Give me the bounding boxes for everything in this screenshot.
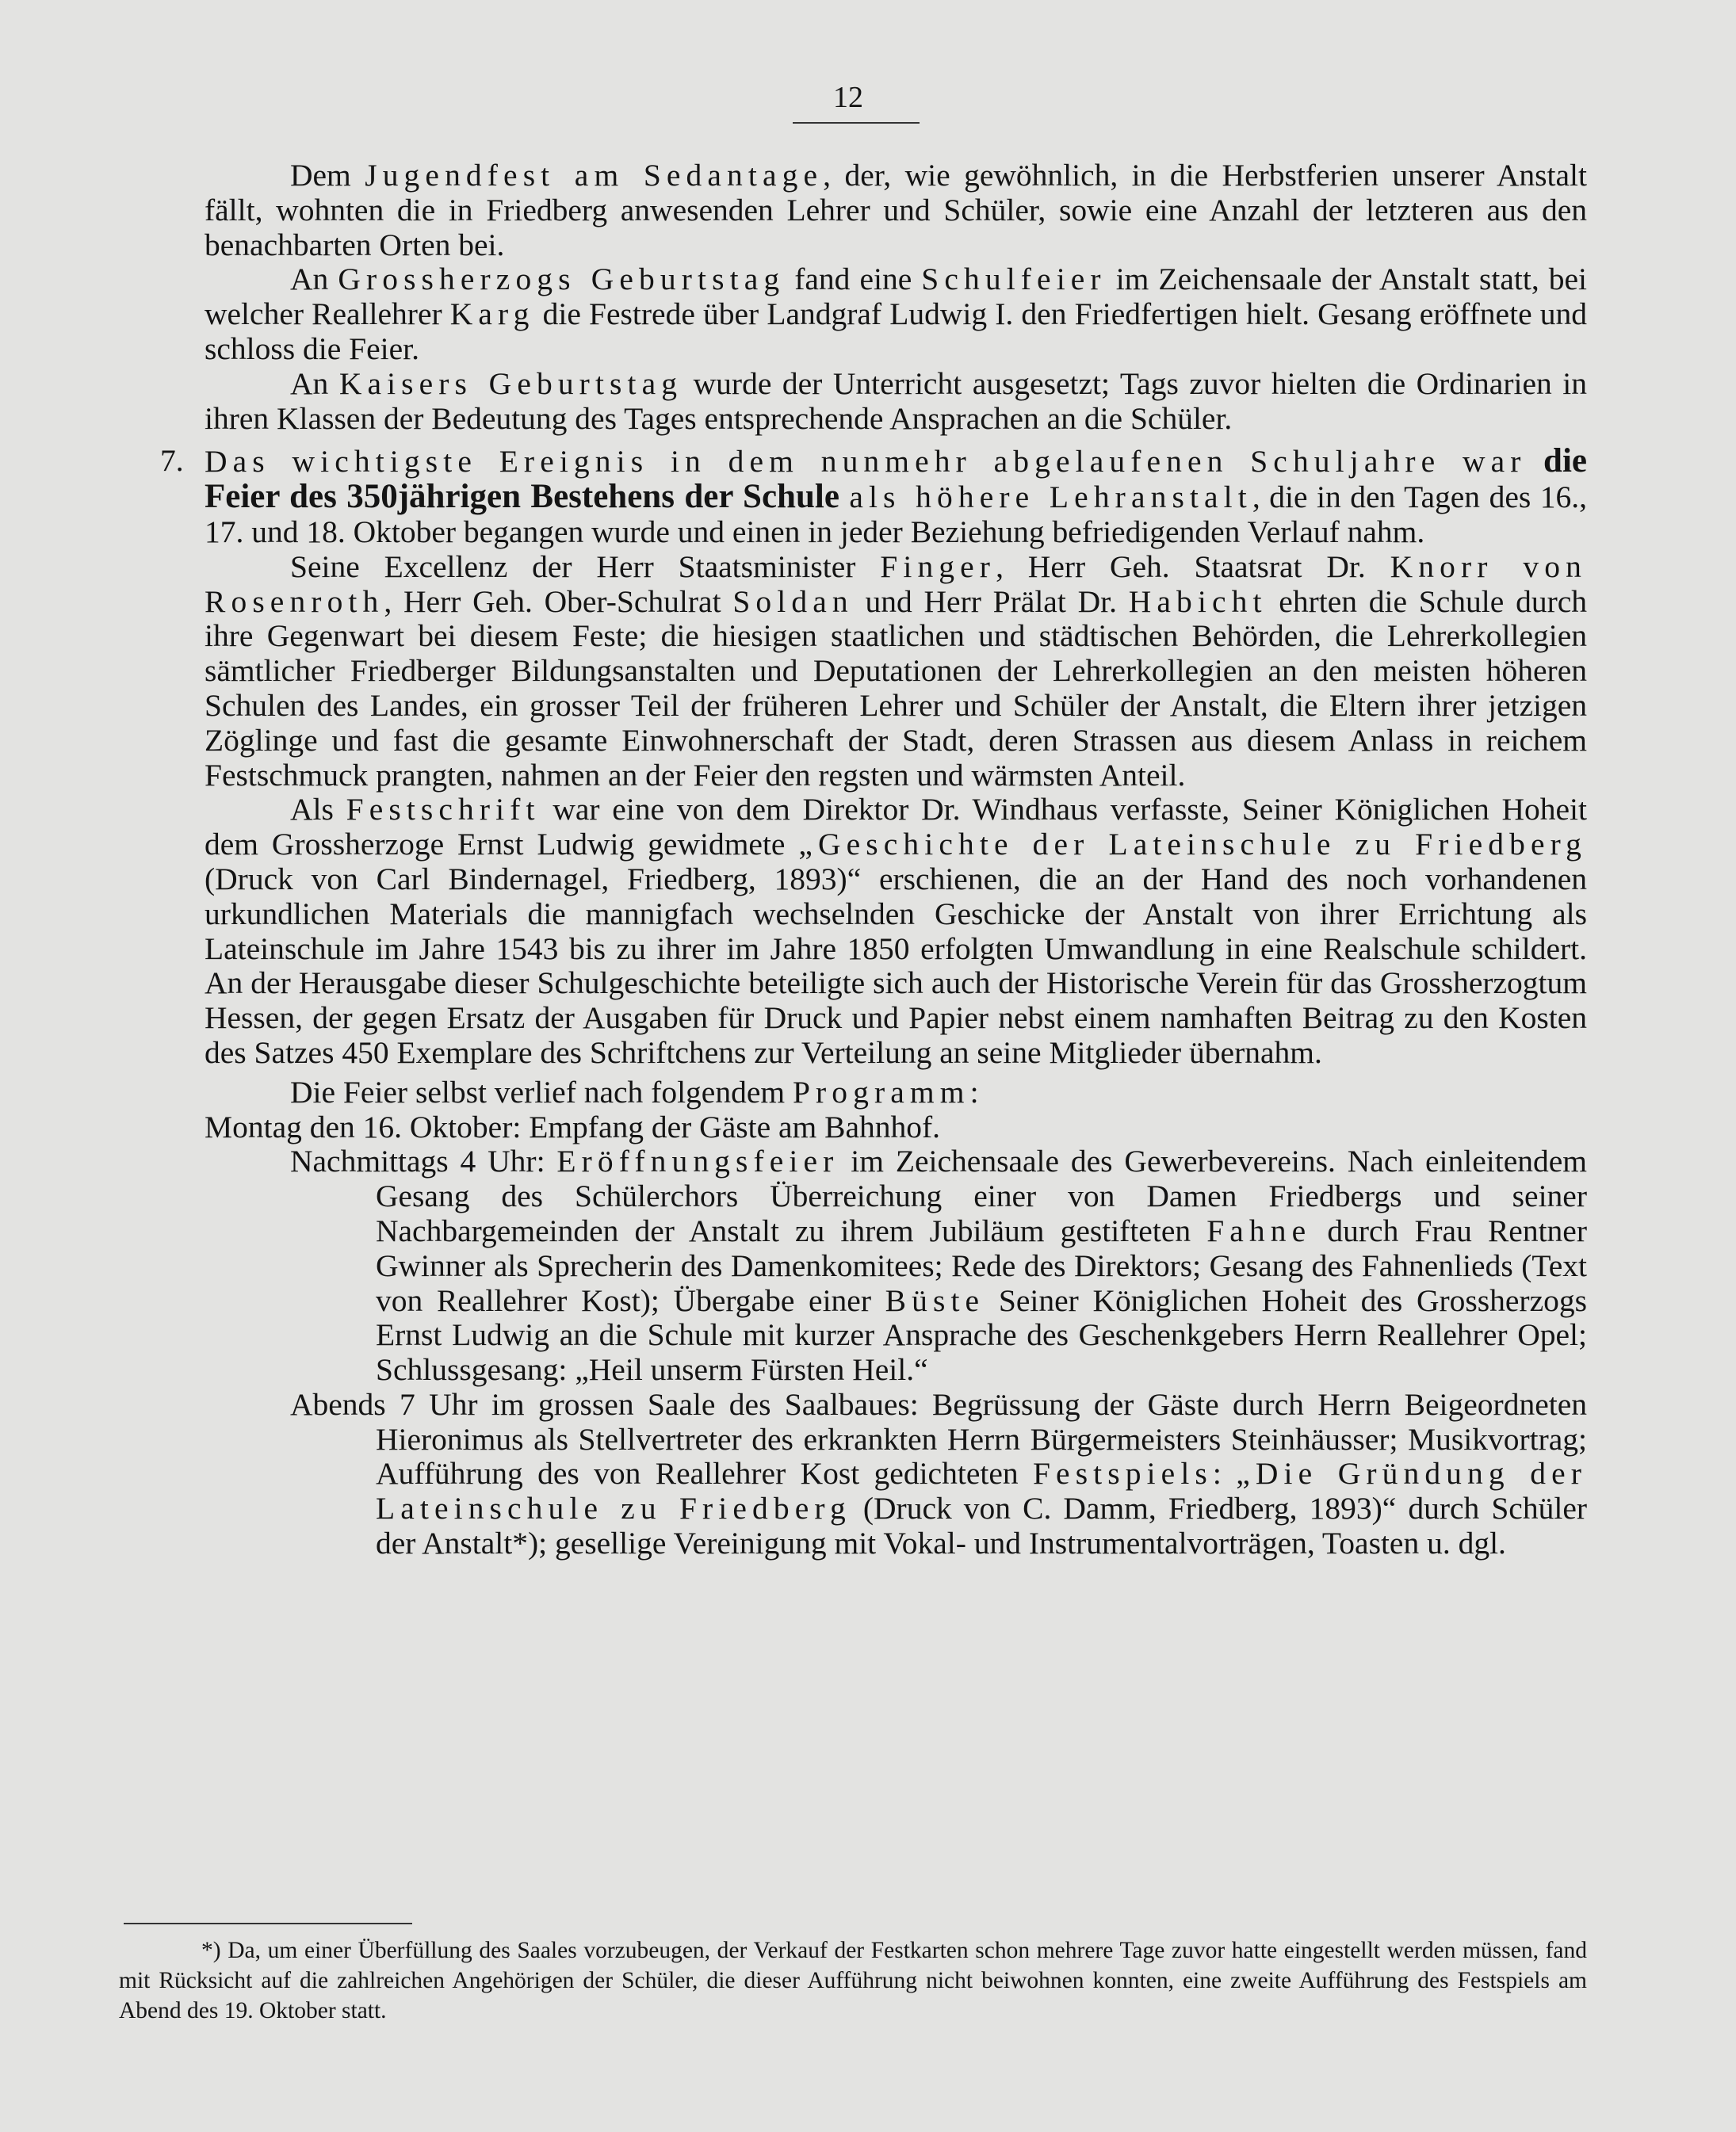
section-number: 7. (160, 443, 184, 479)
paragraph-guests: Seine Excellenz der Herr Staatsminister Finger, Herr Geh. Staatsrat Dr. Knorr von Rosenroth, Herr Geh. Ober-Schulrat Soldan und Herr Prälat Dr. Habicht ehrten die Schule durch ihre Gegenwart bei diesem Feste; die hiesigen staatlichen und städtischen Behörden, die Lehrerkollegien sämtlicher Friedberger Bildungsanstalten und Deputationen der Lehrerkollegien an den meisten höheren Schulen des Landes, ein grosser Teil der früheren Lehrer und Schüler der Anstalt, die Eltern ihrer jetzigen Zöglinge und fast die gesamte Einwohnerschaft der Stadt, deren Strassen aus diesem Anlass in reichem Festschmuck prangten, nahmen an der Feier den regsten und wärmsten Anteil. (205, 548, 1588, 793)
paragraph-program-intro: Die Feier selbst verlief nach folgendem Programm: (290, 1074, 979, 1110)
program-day-monday: Montag den 16. Oktober: Empfang der Gäste am Bahnhof. (205, 1109, 941, 1144)
paragraph-grossherzog: An Grossherzogs Geburtstag fand eine Schulfeier im Zeichensaale der Anstalt statt, bei welcher Reallehrer Karg die Festrede über Landgraf Ludwig I. den Friedfertigen hielt. Gesang eröffnete und schloss die Feier. (205, 262, 1587, 366)
paragraph-jugendfest: Dem Jugendfest am Sedantage, der, wie gewöhnlich, in die Herbstferien unserer Anstalt fällt, wohnten die in Friedberg anwesenden Lehrer und Schüler, sowie eine Anzahl der letzteren aus den benachbarten Orten bei. (205, 158, 1587, 262)
page-number: 12 (833, 81, 863, 114)
paragraph-kaiser: An Kaisers Geburtstag wurde der Unterricht ausgesetzt; Tags zuvor hielten die Ordinarien in ihren Klassen der Bedeutung des Tages entsprechende Ansprachen an die Schüler. (205, 365, 1587, 436)
footnote-rule (124, 1923, 412, 1924)
bold-heading: die Feier des 350jährigen Bestehens der Schule (205, 442, 1587, 516)
section-7: 7. Das wichtigste Ereignis in dem nunmehr abgelaufenen Schuljahre war die Feier des 350jährigen Bestehens der Schule als höhere Lehranstalt, die in den Tagen des 16., 17. und 18. Oktober begangen wurde und einen in jeder Beziehung befriedigenden Verlauf nahm. (160, 442, 1587, 549)
program-item-evening: Abends 7 Uhr im grossen Saale des Saalbaues: Begrüssung der Gäste durch Herrn Beigeordneten Hieronimus als Stellvertreter des erkrankten Herrn Bürgermeisters Steinhäusser; Musikvortrag; Aufführung des von Reallehrer Kost gedichteten Festspiels: „Die Gründung der Lateinschule zu Friedberg (Druck von C. Damm, Friedberg, 1893)“ durch Schüler der Anstalt*); gesellige Vereinigung mit Vokal- und Instrumentalvorträgen, Toasten u. dgl. (290, 1386, 1587, 1561)
footnote-text: *) Da, um einer Überfüllung des Saales vorzubeugen, der Verkauf der Festkarten schon mehrere Tage zuvor hatte eingestellt werden müssen, fand mit Rücksicht auf die zahlreichen Angehörigen der Schüler, die dieser Aufführung nicht beiwohnen konnten, eine zweite Aufführung des Festspiels am Abend des 19. Oktober statt. (119, 1938, 1587, 2023)
paragraph-festschrift: Als Festschrift war eine von dem Direktor Dr. Windhaus verfasste, Seiner Königlichen Hoheit dem Grossherzoge Ernst Ludwig gewidmete „Geschichte der Lateinschule zu Friedberg (Druck von Carl Bindernagel, Friedberg, 1893)“ erschienen, die an der Hand des noch vorhandenen urkundlichen Materials die mannigfach wechselnden Geschicke der Anstalt von ihrer Errichtung als Lateinschule im Jahre 1543 bis zu ihrer im Jahre 1850 erfolgten Umwandlung in eine Realschule schildert. An der Herausgabe dieser Schulgeschichte beteiligte sich auch der Historische Verein für das Grossherzogtum Hessen, der gegen Ersatz der Ausgaben für Druck und Papier nebst einem namhaften Beitrag zu den Kosten des Satzes 450 Exemplare des Schriftchens zur Verteilung an seine Mitglieder übernahm. (205, 792, 1587, 1070)
page-number-rule (793, 122, 920, 124)
program-item-afternoon: Nachmittags 4 Uhr: Eröffnungsfeier im Zeichensaale des Gewerbevereins. Nach einleitendem Gesang des Schülerchors Überreichung einer von Damen Friedbergs und seiner Nachbargemeinden der Anstalt zu ihrem Jubiläum gestifteten Fahne durch Frau Rentner Gwinner als Sprecherin des Damenkomitees; Rede des Direktors; Gesang des Fahnenlieds (Text von Reallehrer Kost); Übergabe einer Büste Seiner Königlichen Hoheit des Grossherzogs Ernst Ludwig an die Schule mit kurzer Ansprache des Geschenkgebers Herrn Reallehrer Opel; Schlussgesang: „Heil unserm Fürsten Heil.“ (290, 1144, 1587, 1388)
main-text (160, 158, 1588, 1561)
footnote (119, 1935, 1587, 2026)
